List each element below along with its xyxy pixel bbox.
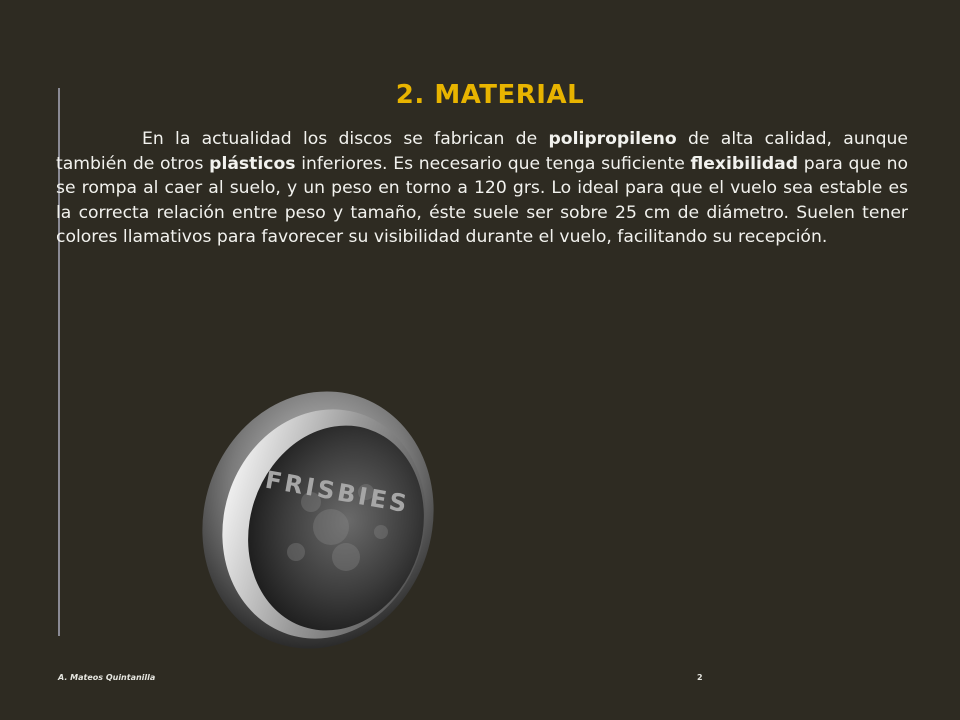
bold-term-polipropileno: polipropileno (548, 129, 677, 149)
paragraph-text-4: para que no se rompa al caer al suelo, y un peso en torno a 120 grs. Lo ideal para que el vuelo sea estable es la correcta relación entre peso y tamaño, éste suele ser sobre 25 cm de diámetro. Suelen tener colores llamativos para favorecer su visibilidad durante el vuelo, facilitando su recepción. (56, 153, 908, 247)
frisbee-image (196, 382, 446, 657)
footer-page-number: 2 (697, 673, 703, 682)
frisbee-logo-text: FRISBIES (263, 465, 412, 519)
footer-author: A. Mateos Quintanilla (58, 673, 156, 682)
body-paragraph (56, 127, 908, 250)
slide-title: 2. MATERIAL (395, 80, 585, 110)
paragraph-text-2: de alta calidad, aunque también de otros (56, 129, 908, 174)
bold-term-flexibilidad: flexibilidad (690, 153, 799, 174)
paragraph-text-3: inferiores. Es necesario que tenga suficiente (295, 153, 691, 174)
bold-term-plasticos: plásticos (209, 153, 296, 174)
paragraph-text-1: En la actualidad los discos se fabrican de (142, 129, 549, 149)
